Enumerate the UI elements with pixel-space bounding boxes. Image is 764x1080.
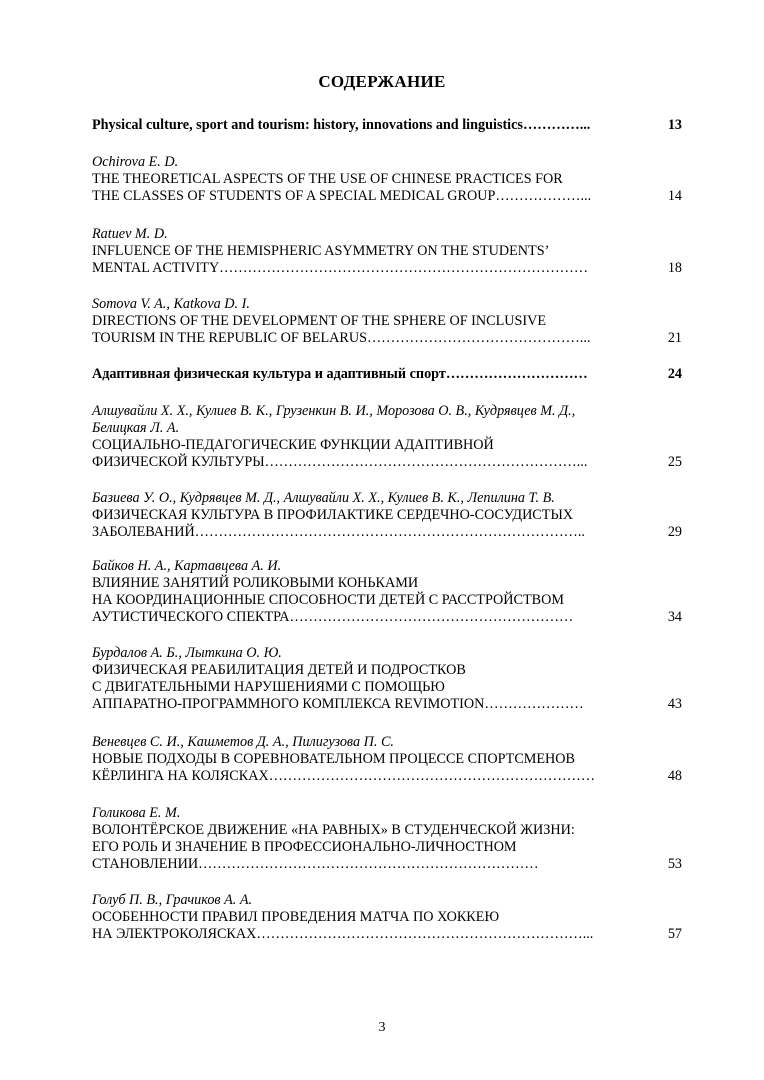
- toc-section-heading: [92, 117, 682, 134]
- toc-article-entry: [92, 558, 682, 626]
- toc-article-title: THE CLASSES OF STUDENTS OF A SPECIAL MEDICAL GROUP………………...: [92, 188, 592, 204]
- toc-page-number: 57: [667, 926, 682, 942]
- toc-article-entry: [92, 490, 682, 541]
- toc-article-title: НА КООРДИНАЦИОННЫЕ СПОСОБНОСТИ ДЕТЕЙ С РАССТРОЙСТВОМ: [92, 592, 564, 608]
- toc-page-number: 43: [667, 696, 682, 712]
- toc-authors: Голикова Е. М.: [92, 805, 181, 821]
- toc-page-number: 25: [667, 454, 682, 470]
- toc-authors: Байков Н. А., Картавцева А. И.: [92, 558, 282, 574]
- toc-article-title: THE THEORETICAL ASPECTS OF THE USE OF CHINESE PRACTICES FOR: [92, 171, 563, 187]
- toc-authors: Белицкая Л. А.: [92, 420, 180, 436]
- toc-page-number: 53: [667, 856, 682, 872]
- toc-article-title: СОЦИАЛЬНО-ПЕДАГОГИЧЕСКИЕ ФУНКЦИИ АДАПТИВНОЙ: [92, 437, 494, 453]
- toc-article-title: ФИЗИЧЕСКАЯ КУЛЬТУРА В ПРОФИЛАКТИКЕ СЕРДЕЧНО-СОСУДИСТЫХ: [92, 507, 574, 523]
- toc-article-title: MENTAL ACTIVITY……………………………………………………………………: [92, 260, 589, 276]
- toc-article-title: ФИЗИЧЕСКАЯ РЕАБИЛИТАЦИЯ ДЕТЕЙ И ПОДРОСТКОВ: [92, 662, 466, 678]
- toc-article-title: ОСОБЕННОСТИ ПРАВИЛ ПРОВЕДЕНИЯ МАТЧА ПО ХОККЕЮ: [92, 909, 500, 925]
- toc-authors: Базиева У. О., Кудрявцев М. Д., Алшувайли Х. Х., Кулиев В. К., Лепилина Т. В.: [92, 490, 555, 506]
- toc-article-title: С ДВИГАТЕЛЬНЫМИ НАРУШЕНИЯМИ С ПОМОЩЬЮ: [92, 679, 445, 695]
- toc-article-entry: [92, 154, 682, 205]
- page-number: 3: [378, 1020, 386, 1035]
- toc-page-number: 14: [667, 188, 682, 204]
- toc-article-title: СТАНОВЛЕНИИ………………………………………………………………: [92, 856, 539, 872]
- toc-authors: Ratuev M. D.: [92, 226, 168, 242]
- toc-article-entry: [92, 734, 682, 785]
- toc-article-title: АУТИСТИЧЕСКОГО СПЕКТРА……………………………………………………: [92, 609, 574, 625]
- toc-article-title: НА ЭЛЕКТРОКОЛЯСКАХ……………………………………………………………...: [92, 926, 594, 942]
- toc-article-title: DIRECTIONS OF THE DEVELOPMENT OF THE SPHERE OF INCLUSIVE: [92, 313, 547, 329]
- toc-article-title: КЁРЛИНГА НА КОЛЯСКАХ……………………………………………………………: [92, 768, 596, 784]
- toc-page-number: 18: [667, 260, 682, 276]
- toc-authors: Somova V. A., Katkova D. I.: [92, 296, 250, 312]
- toc-page-number: 48: [667, 768, 682, 784]
- toc-authors: Голуб П. В., Грачиков А. А.: [92, 892, 253, 908]
- toc-authors: Веневцев С. И., Кашметов Д. А., Пилигузова П. С.: [92, 734, 394, 750]
- toc-section-heading: [92, 366, 682, 383]
- toc-page-number: 34: [667, 609, 682, 625]
- toc-article-title: ФИЗИЧЕСКОЙ КУЛЬТУРЫ…………………………………………………………...: [92, 454, 588, 470]
- toc-page-number: 13: [667, 117, 682, 133]
- toc-authors: Алшувайли Х. Х., Кулиев В. К., Грузенкин В. И., Морозова О. В., Кудрявцев М. Д.,: [92, 403, 576, 419]
- toc-article-entry: [92, 296, 682, 347]
- toc-article-title: ЗАБОЛЕВАНИЙ………………………………………………………………………..: [92, 524, 585, 540]
- toc-section-title: Адаптивная физическая культура и адаптивный спорт…………………………: [92, 366, 588, 382]
- toc-article-title: АППАРАТНО-ПРОГРАММНОГО КОМПЛЕКСА REVIMOTION…………………: [92, 696, 584, 712]
- toc-page-number: 29: [667, 524, 682, 540]
- toc-authors: Ochirova E. D.: [92, 154, 179, 170]
- toc-section-title: Physical culture, sport and tourism: history, innovations and linguistics…………...: [92, 117, 591, 133]
- toc-page-number: 21: [667, 330, 682, 346]
- toc-article-entry: [92, 805, 682, 873]
- toc-article-title: ВОЛОНТЁРСКОЕ ДВИЖЕНИЕ «НА РАВНЫХ» В СТУДЕНЧЕСКОЙ ЖИЗНИ:: [92, 822, 575, 838]
- toc-page-number: 24: [667, 366, 682, 382]
- page-title: СОДЕРЖАНИЕ: [318, 72, 446, 91]
- toc-article-entry: [92, 645, 682, 713]
- toc-article-title: INFLUENCE OF THE HEMISPHERIC ASYMMETRY ON THE STUDENTS’: [92, 243, 550, 259]
- toc-article-entry: [92, 892, 682, 943]
- toc-article-entry: [92, 403, 682, 471]
- toc-authors: Бурдалов А. Б., Лыткина О. Ю.: [92, 645, 282, 661]
- toc-article-entry: [92, 226, 682, 277]
- toc-article-title: TOURISM IN THE REPUBLIC OF BELARUS………………………………………...: [92, 330, 591, 346]
- toc-article-title: ВЛИЯНИЕ ЗАНЯТИЙ РОЛИКОВЫМИ КОНЬКАМИ: [92, 575, 419, 591]
- toc-article-title: НОВЫЕ ПОДХОДЫ В СОРЕВНОВАТЕЛЬНОМ ПРОЦЕССЕ СПОРТСМЕНОВ: [92, 751, 576, 767]
- toc-article-title: ЕГО РОЛЬ И ЗНАЧЕНИЕ В ПРОФЕССИОНАЛЬНО-ЛИЧНОСТНОМ: [92, 839, 517, 855]
